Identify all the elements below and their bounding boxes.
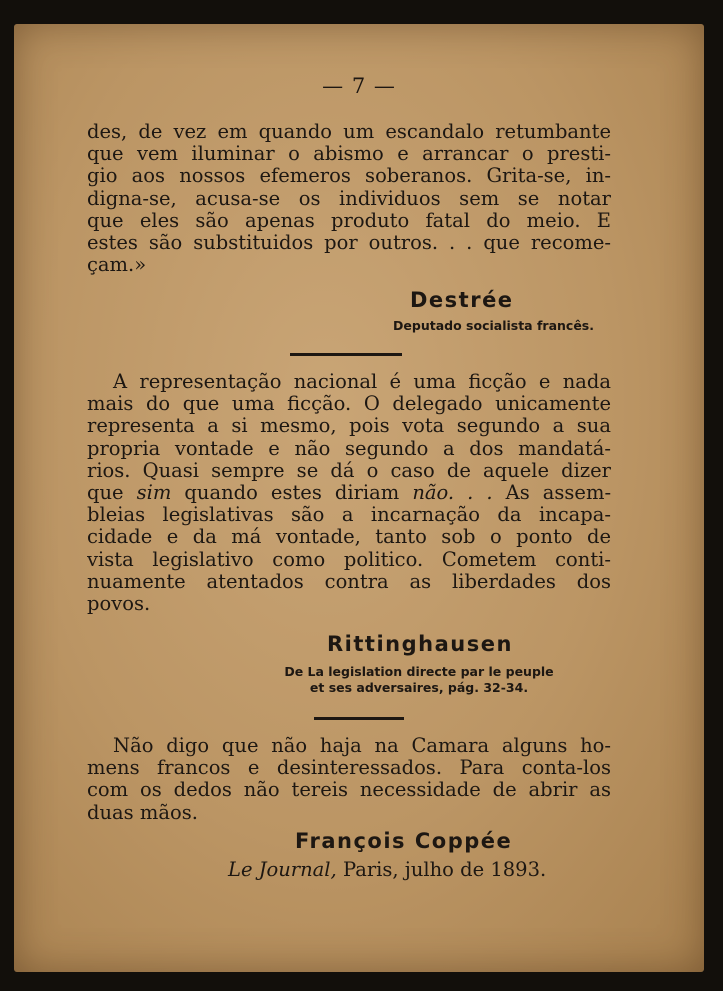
text-line: representa a si mesmo, pois vota segundo a sua — [87, 415, 611, 438]
text-line: duas mãos. — [87, 801, 198, 824]
text-line: bleias legislativas são a incarnação da incapa- — [87, 504, 611, 527]
page-number: — 7 — — [322, 74, 396, 98]
text-line: vista legislativo como politico. Cometem conti- — [87, 548, 611, 571]
quote-rittinghausen — [87, 371, 611, 615]
journal-title: Le Journal, — [228, 858, 337, 881]
text-line: mens francos e desinteressados. Para conta-los — [87, 757, 611, 780]
author-rittinghausen: Rittinghausen — [327, 632, 513, 656]
italic-sim: sim — [136, 482, 172, 505]
text-line: com os dedos não tereis necessidade de abrir as — [87, 779, 611, 802]
text-line: que vem iluminar o abismo e arrancar o presti- — [87, 143, 611, 166]
text-line: mais do que uma ficção. O delegado unicamente — [87, 393, 611, 416]
text-line: que eles são apenas produto fatal do meio. E — [87, 209, 611, 232]
text-line: cidade e da má vontade, tanto sob o ponto de — [87, 526, 611, 549]
text-line: des, de vez em quando um escandalo retumbante — [87, 121, 611, 143]
text-line: rios. Quasi sempre se dá o caso de aquele dizer — [87, 459, 611, 482]
separator-rule — [290, 353, 402, 356]
author-coppee: François Coppée — [295, 829, 513, 853]
text-line: çam.» — [87, 254, 147, 277]
text-line: digna-se, acusa-se os individuos sem se notar — [87, 187, 611, 210]
place-date: Paris, julho de 1893. — [342, 858, 547, 881]
italic-nao: não. . . — [412, 482, 493, 505]
text-line: propria vontade e não segundo a dos mandatá- — [87, 437, 611, 460]
text-line: gio aos nossos efemeros soberanos. Grita-se, in- — [87, 165, 611, 188]
citation-coppee — [228, 858, 546, 881]
text-line: estes são substituidos por outros. . . que recome- — [87, 232, 611, 255]
source-destree: Deputado socialista francês. — [393, 318, 594, 333]
author-destree: Destrée — [410, 288, 514, 312]
text-line: Não digo que não haja na Camara alguns ho- — [113, 735, 611, 757]
text-line: povos. — [87, 593, 151, 616]
text-line: que sim quando estes diriam não. . . As assem- — [87, 482, 611, 505]
book-page — [14, 24, 704, 972]
quote-destree — [87, 121, 611, 276]
quote-coppee — [87, 735, 611, 824]
text-line: A representação nacional é uma ficção e nada — [113, 371, 611, 393]
source-rittinghausen: De La legislation directe par le peuple et ses adversaires, pág. 32-34. — [284, 664, 554, 695]
separator-rule — [314, 717, 404, 720]
text-line: nuamente atentados contra as liberdades dos — [87, 570, 611, 593]
